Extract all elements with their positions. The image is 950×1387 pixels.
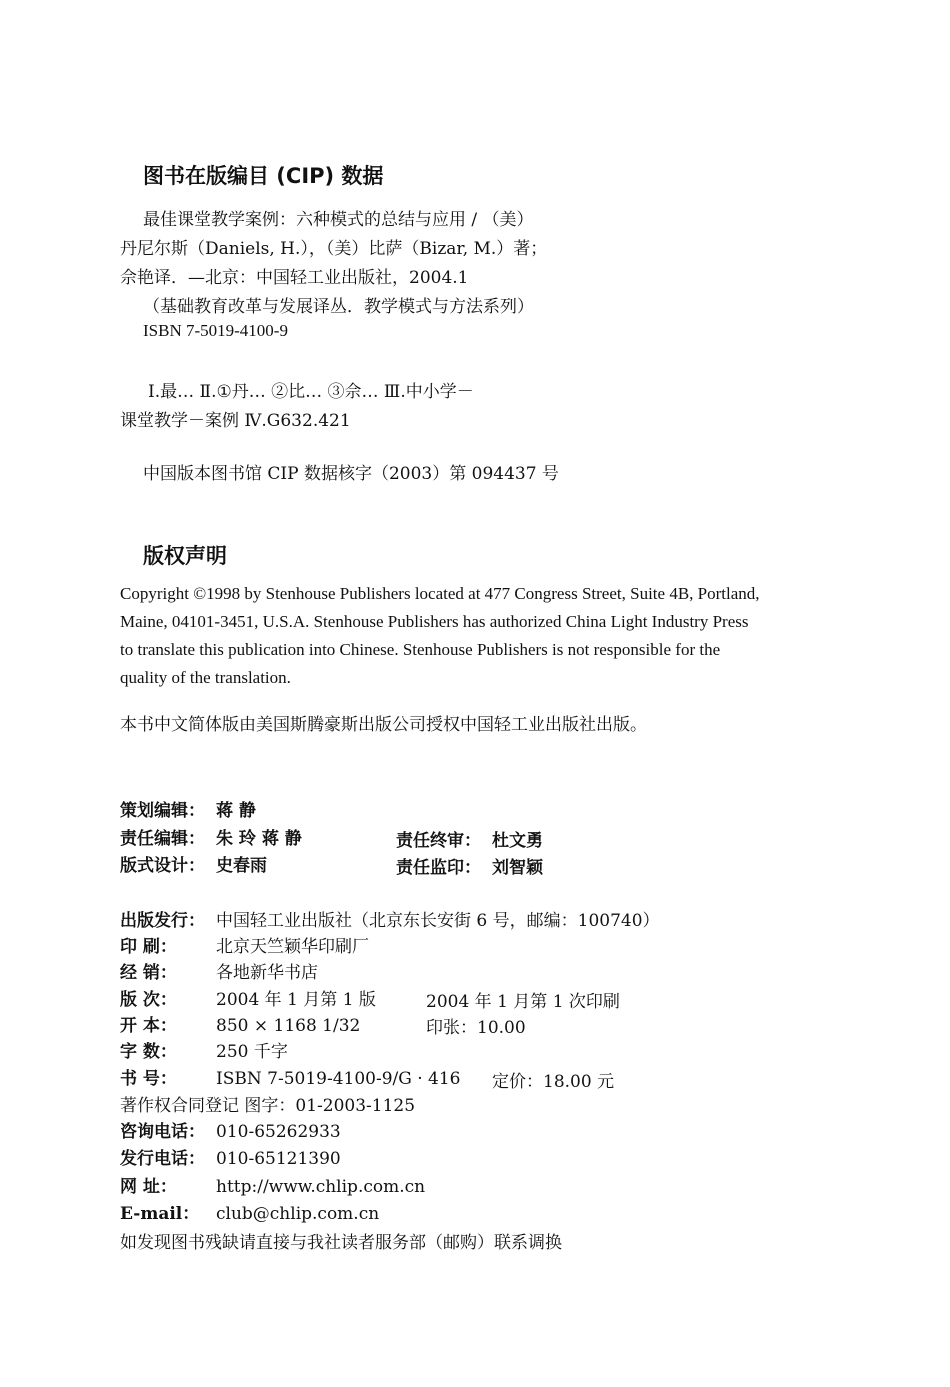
planning-editor-row: [120, 796, 256, 821]
printer-row: [120, 932, 369, 957]
final-review-row: [396, 826, 543, 851]
sales-value: 010-65121390: [216, 1149, 341, 1169]
distributor-label: 经 销：: [120, 963, 177, 983]
defect-notice: 如发现图书残缺请直接与我社读者服务部（邮购）联系调换: [120, 1233, 562, 1253]
format-value: 850 × 1168 1/32: [216, 1016, 361, 1036]
isbn-label: 书 号：: [120, 1069, 177, 1089]
planning-editor-label: 策划编辑：: [120, 801, 205, 821]
words-label: 字 数：: [120, 1042, 177, 1062]
copyright-en-line-1: Copyright ©1998 by Stenhouse Publishers located at 477 Congress Street, Suite 4B, Portland,: [120, 584, 760, 603]
web-label: 网 址：: [120, 1177, 177, 1197]
printing-value: 2004 年 1 月第 1 次印刷: [426, 992, 620, 1012]
cip-line-1: 最佳课堂教学案例：六种模式的总结与应用 / （美）: [143, 210, 534, 230]
words-row: [120, 1037, 288, 1062]
email-label: E-mail：: [120, 1204, 200, 1224]
words-value: 250 千字: [216, 1042, 288, 1062]
final-review-value: 杜文勇: [492, 831, 543, 851]
cip-line-3: 佘艳译．—北京：中国轻工业出版社，2004.1: [120, 268, 469, 288]
print-supervisor-label: 责任监印：: [396, 858, 481, 878]
publisher-label: 出版发行：: [120, 911, 205, 931]
copyright-en-line-3: to translate this publication into Chinese. Stenhouse Publishers is not responsible for the: [120, 640, 721, 659]
edition-row: [120, 985, 376, 1010]
design-row: [120, 851, 267, 876]
isbn-value: ISBN 7-5019-4100-9/G · 416: [216, 1069, 461, 1089]
distributor-row: [120, 958, 318, 983]
design-label: 版式设计：: [120, 856, 205, 876]
cip-check-number: 中国版本图书馆 CIP 数据核字（2003）第 094437 号: [143, 464, 559, 484]
cip-heading: 图书在版编目 (CIP) 数据: [143, 164, 384, 188]
cip-isbn: ISBN 7-5019-4100-9: [143, 321, 288, 340]
editor-value: 朱 玲 蒋 静: [216, 829, 302, 849]
final-review-label: 责任终审：: [396, 831, 481, 851]
editor-row: [120, 824, 302, 849]
print-supervisor-value: 刘智颖: [492, 858, 543, 878]
inquiry-label: 咨询电话：: [120, 1122, 205, 1142]
copyright-chinese: 本书中文简体版由美国斯腾豪斯出版公司授权中国轻工业出版社出版。: [120, 715, 647, 735]
format-label: 开 本：: [120, 1016, 177, 1036]
copyright-heading: 版权声明: [143, 544, 227, 568]
web-row: [120, 1172, 425, 1197]
sales-row: [120, 1144, 341, 1169]
sales-label: 发行电话：: [120, 1149, 205, 1169]
planning-editor-value: 蒋 静: [216, 801, 256, 821]
printer-label: 印 刷：: [120, 937, 177, 957]
inquiry-row: [120, 1117, 341, 1142]
edition-value: 2004 年 1 月第 1 版: [216, 990, 376, 1010]
distributor-value: 各地新华书店: [216, 963, 318, 983]
cip-line-2: 丹尼尔斯（Daniels, H.），（美）比萨（Bizar, M.）著；: [120, 239, 548, 259]
cip-classification-1: Ⅰ.最… Ⅱ.①丹… ②比… ③佘… Ⅲ.中小学－: [148, 382, 474, 402]
copyright-en-line-2: Maine, 04101-3451, U.S.A. Stenhouse Publishers has authorized China Light Industry Press: [120, 612, 749, 631]
email-row: [120, 1199, 379, 1224]
isbn-row: [120, 1064, 461, 1089]
printer-value: 北京天竺颖华印刷厂: [216, 937, 369, 957]
contract-registration: 著作权合同登记 图字：01-2003-1125: [120, 1096, 416, 1116]
editor-label: 责任编辑：: [120, 829, 205, 849]
copyright-en-line-4: quality of the translation.: [120, 668, 291, 687]
design-value: 史春雨: [216, 856, 267, 876]
edition-label: 版 次：: [120, 990, 177, 1010]
web-value: http://www.chlip.com.cn: [216, 1177, 426, 1197]
sheets-value: 印张：10.00: [426, 1018, 526, 1038]
format-row: [120, 1011, 360, 1036]
email-value: club@chlip.com.cn: [216, 1204, 380, 1224]
print-supervisor-row: [396, 853, 543, 878]
publisher-row: [120, 906, 660, 931]
cip-classification-2: 课堂教学－案例 Ⅳ.G632.421: [120, 411, 351, 431]
publisher-value: 中国轻工业出版社（北京东长安街 6 号，邮编：100740）: [216, 911, 660, 931]
inquiry-value: 010-65262933: [216, 1122, 341, 1142]
price-value: 定价：18.00 元: [492, 1072, 615, 1092]
cip-line-4: （基础教育改革与发展译丛．教学模式与方法系列）: [143, 297, 534, 317]
